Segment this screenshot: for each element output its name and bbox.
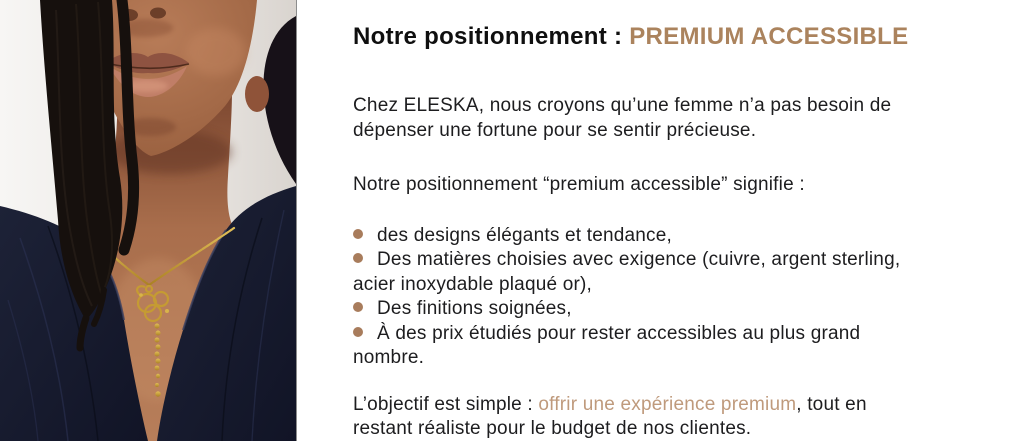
- model-photo-illustration: [0, 0, 296, 441]
- bullet-item-continuation: nombre.: [353, 347, 425, 368]
- conclusion-highlight: offrir une expérience premium: [538, 393, 797, 415]
- title-prefix: Notre positionnement :: [353, 23, 630, 50]
- subtitle-paragraph: [353, 173, 1009, 198]
- bullet-item: [353, 322, 1009, 347]
- page-title: [353, 22, 1009, 52]
- conclusion-before: L’objectif est simple :: [353, 393, 539, 415]
- text-line: dépenser une fortune pour se sentir précieuse.: [353, 119, 757, 141]
- bullet-item: [353, 248, 1009, 273]
- bullet-list: [353, 224, 1009, 371]
- intro-paragraph: [353, 94, 1009, 143]
- text-line: restant réaliste pour le budget de nos clientes.: [353, 418, 752, 439]
- bullet-dot-icon: [353, 253, 363, 263]
- text-line: [353, 393, 1009, 418]
- nostril-right: [150, 8, 166, 19]
- bullet-text: des designs élégants et tendance,: [377, 224, 672, 246]
- bullet-dot-icon: [353, 302, 363, 312]
- title-highlight: PREMIUM ACCESSIBLE: [629, 23, 909, 50]
- text-line: Notre positionnement “premium accessible” signifie :: [353, 174, 805, 195]
- text-line: Chez ELESKA, nous croyons qu’une femme n’a pas besoin de: [353, 95, 892, 116]
- bullet-item: [353, 224, 1009, 249]
- model-photo: [0, 0, 297, 441]
- text-column: [353, 22, 1009, 441]
- bullet-text: Des finitions soignées,: [377, 298, 572, 319]
- bullet-text: À des prix étudiés pour rester accessibles au plus grand: [377, 322, 861, 344]
- bullet-dot-icon: [353, 229, 363, 239]
- ear: [245, 76, 269, 112]
- conclusion-after: , tout en: [796, 393, 867, 415]
- bullet-item: [353, 297, 1009, 322]
- conclusion-paragraph: [353, 393, 1009, 441]
- bullet-item-continuation: acier inoxydable plaqué or),: [353, 273, 593, 295]
- bullet-text: Des matières choisies avec exigence (cuivre, argent sterling,: [377, 249, 901, 270]
- bullet-dot-icon: [353, 327, 363, 337]
